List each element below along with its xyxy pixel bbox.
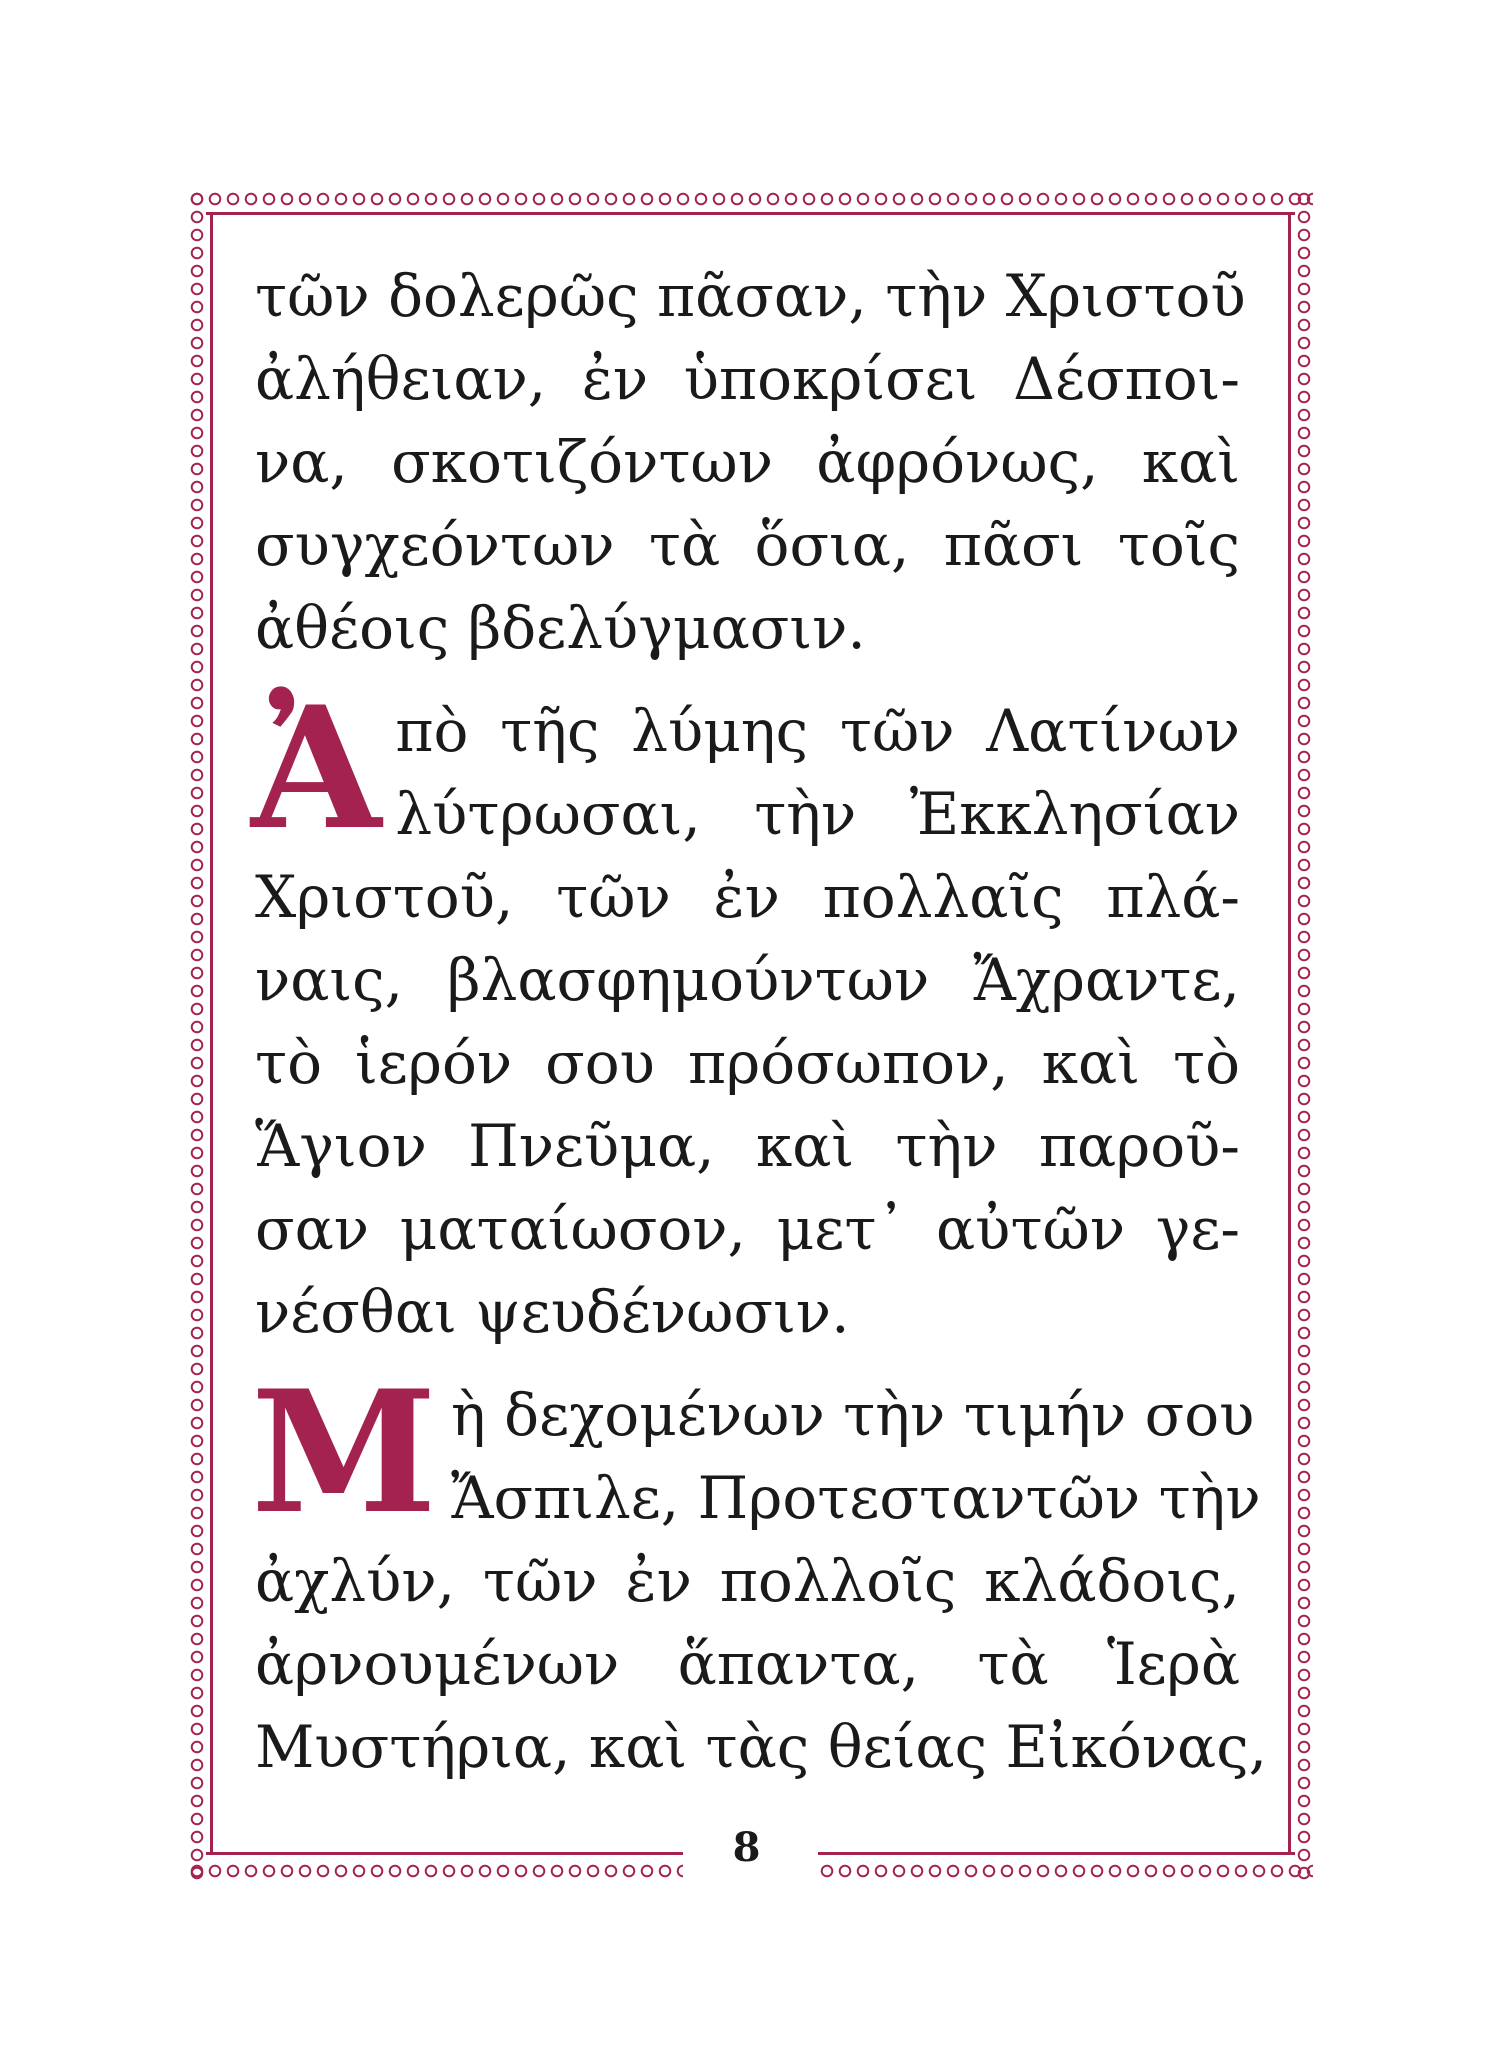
text-line: πὸ τῆς λύμης τῶν Λατίνων	[395, 697, 1240, 765]
text-line: ναις, βλασφημούντων Ἄχραντε,	[255, 946, 1240, 1014]
border-right-inner-line	[1288, 212, 1291, 1852]
text-line: Μυστήρια, καὶ τὰς θείας Εἰκόνας,	[255, 1713, 1268, 1781]
text-line: Ἅγιον Πνεῦμα, καὶ τὴν παροῦ-	[255, 1112, 1240, 1180]
text-line: τῶν δολερῶς πᾶσαν, τὴν Χριστοῦ	[255, 262, 1246, 330]
text-line: ἀλήθειαν, ἐν ὑποκρίσει Δέσποι-	[255, 345, 1240, 413]
text-line: Ἄσπιλε, Προτεσταντῶν τὴν	[450, 1464, 1261, 1532]
border-top-inner-line	[206, 212, 1295, 215]
text-line: ἀρνουμένων ἅπαντα, τὰ Ἱερὰ	[255, 1630, 1240, 1698]
dropcap-mu: Μ	[251, 1353, 437, 1551]
text-line: λύτρωσαι, τὴν Ἐκκλησίαν	[395, 780, 1240, 848]
paragraph-2	[251, 669, 1240, 1354]
page-number-text: 8	[717, 1824, 777, 1871]
paragraph-3	[251, 1353, 1268, 1789]
text-line: τὸ ἱερόν σου πρόσωπον, καὶ τὸ	[255, 1029, 1240, 1097]
border-left	[188, 190, 206, 1880]
dropcap-alpha: Ἀ	[251, 669, 382, 867]
page-number	[0, 1824, 1493, 1871]
text-line: ἀχλύν, τῶν ἐν πολλοῖς κλάδοις,	[255, 1547, 1240, 1615]
text-line: ἀθέοις βδελύγμασιν.	[255, 594, 866, 662]
paragraph-1	[255, 255, 1246, 670]
main-text	[251, 255, 1268, 1809]
text-line: σαν ματαίωσον, μετ᾽ αὐτῶν γε-	[255, 1195, 1240, 1263]
border-right	[1295, 190, 1313, 1880]
border-top	[188, 190, 1313, 208]
border-left-inner-line	[210, 212, 213, 1852]
text-line: Χριστοῦ, τῶν ἐν πολλαῖς πλά-	[255, 863, 1240, 931]
text-line: ὴ δεχομένων τὴν τιμήν σου	[450, 1381, 1255, 1449]
text-line: να, σκοτιζόντων ἀφρόνως, καὶ	[255, 428, 1240, 496]
text-line: συγχεόντων τὰ ὅσια, πᾶσι τοῖς	[255, 511, 1240, 579]
text-line: νέσθαι ψευδένωσιν.	[255, 1278, 850, 1346]
